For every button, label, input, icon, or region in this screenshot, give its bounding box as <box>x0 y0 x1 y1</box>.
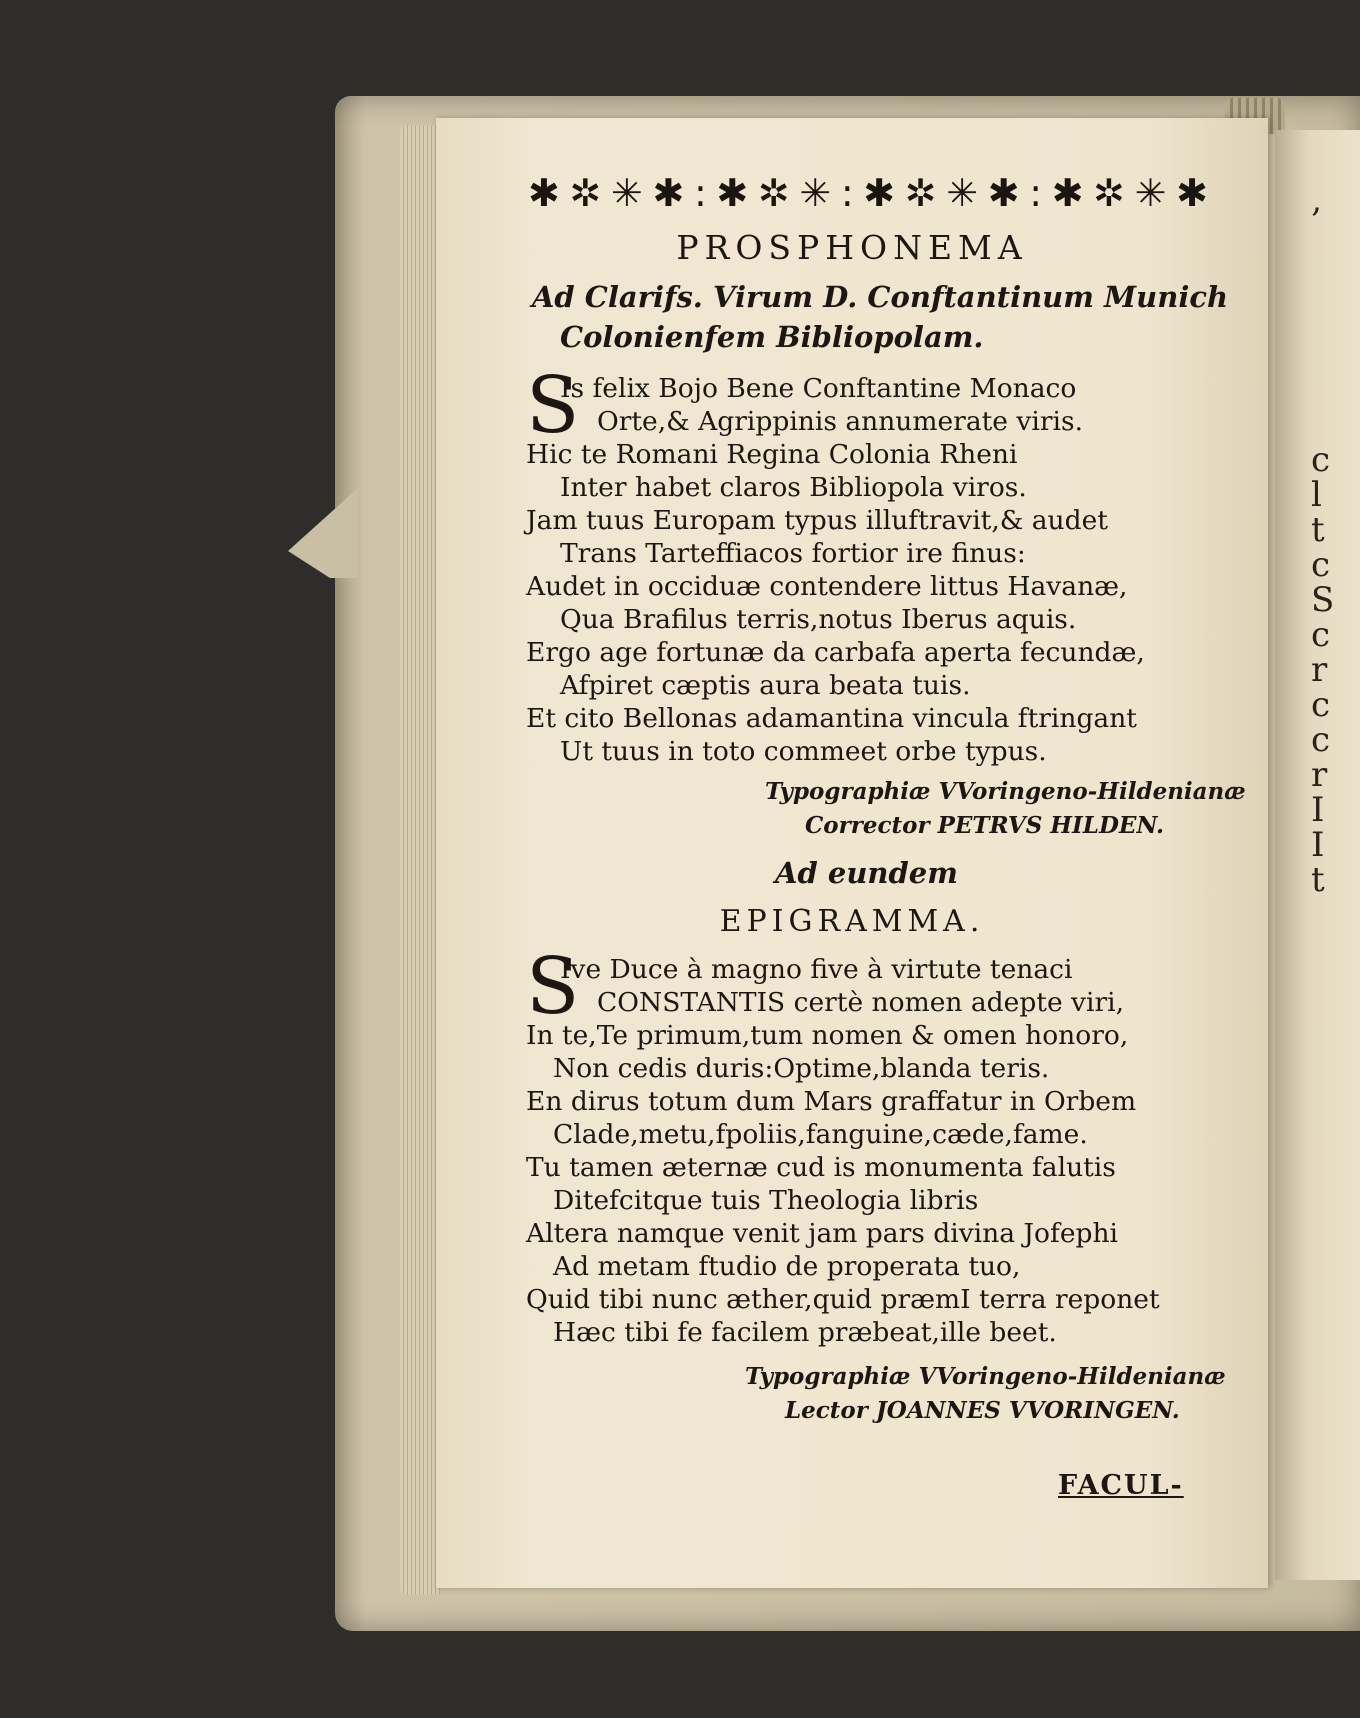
facing-page-fragment: c <box>1311 685 1331 725</box>
poem-line: Altera namque venit jam pars divina Jofephi <box>526 1218 1119 1249</box>
ornament-band <box>528 172 1208 214</box>
dedication-line-1: Ad Clarifs. Virum D. Conftantinum Munich <box>531 280 1229 314</box>
poem-line: Tu tamen æternæ cud is monumenta falutis <box>526 1152 1116 1183</box>
catchword: FACUL- <box>1058 1470 1184 1501</box>
dedication-line-2: Colonienfem Bibliopolam. <box>560 320 984 354</box>
ornament-glyph: ✱ <box>652 171 685 215</box>
ornament-glyph: ✱ <box>863 171 896 215</box>
ornament-glyph: : <box>1029 171 1043 215</box>
poem-line: In te,Te primum,tum nomen & omen honoro, <box>526 1020 1129 1051</box>
poem-line: Non cedis duris:Optime,blanda teris. <box>553 1053 1050 1084</box>
ornament-glyph: ✳ <box>799 171 832 215</box>
ornament-glyph: ✲ <box>1093 171 1126 215</box>
signature-line-2: Lector JOANNES VVORINGEN. <box>785 1397 1180 1424</box>
ornament-glyph: ✳ <box>1134 171 1167 215</box>
facing-page-fragment: c <box>1311 720 1331 760</box>
page-tab-flap <box>288 488 358 578</box>
ornament-glyph: ✱ <box>987 171 1020 215</box>
ornament-glyph: : <box>840 171 854 215</box>
poem-line: Ad metam ftudio de properata tuo, <box>553 1251 1021 1282</box>
poem-line: Et cito Bellonas adamantina vincula ftringant <box>526 703 1137 734</box>
page-title: PROSPHONEMA <box>676 228 1028 267</box>
facing-page-fragment: t <box>1311 510 1325 550</box>
facing-page-fragment: S <box>1311 580 1335 620</box>
subheading: Ad eundem <box>775 856 958 890</box>
poem-line: Is felix Bojo Bene Conftantine Monaco <box>560 373 1077 404</box>
facing-page-fragment: I <box>1311 825 1325 865</box>
poem-line: En dirus totum dum Mars graffatur in Orbem <box>526 1086 1137 1117</box>
drop-cap: S <box>526 361 580 451</box>
poem-line: Inter habet claros Bibliopola viros. <box>560 472 1027 503</box>
poem-line: Ut tuus in toto commeet orbe typus. <box>560 736 1047 767</box>
facing-page-fragment: c <box>1311 615 1331 655</box>
poem-line: Ive Duce à magno five à virtute tenaci <box>560 954 1073 985</box>
poem-line: Ditefcitque tuis Theologia libris <box>553 1185 979 1216</box>
facing-page-fragment: t <box>1311 860 1325 900</box>
drop-cap: S <box>526 942 580 1032</box>
facing-page-fragment: c <box>1311 440 1331 480</box>
ornament-glyph: ✲ <box>569 171 602 215</box>
poem-line: Qua Brafilus terris,notus Iberus aquis. <box>560 604 1077 635</box>
signature-line-1: Typographiæ VVoringeno-Hildenianæ <box>745 1363 1226 1390</box>
facing-page <box>1275 130 1360 1580</box>
facing-page-fragment: r <box>1311 755 1328 795</box>
ornament-glyph: ✱ <box>1176 171 1208 215</box>
poem-line: Hæc tibi fe facilem præbeat,ille beet. <box>553 1317 1057 1348</box>
ornament-glyph: ✳ <box>946 171 979 215</box>
ornament-glyph: ✳ <box>610 171 643 215</box>
poem-line: Ergo age fortunæ da carbafa aperta fecundæ, <box>526 637 1145 668</box>
ornament-glyph: ✱ <box>528 171 560 215</box>
poem-line: Afpiret cæptis aura beata tuis. <box>560 670 971 701</box>
ornament-glyph: ✱ <box>716 171 749 215</box>
facing-page-fragment: I <box>1311 790 1325 830</box>
facing-page-fragment: l <box>1311 475 1322 515</box>
poem-line: Hic te Romani Regina Colonia Rheni <box>526 439 1018 470</box>
facing-page-fragment: r <box>1311 650 1328 690</box>
ornament-glyph: ✱ <box>1051 171 1084 215</box>
poem-line: Quid tibi nunc æther,quid præmI terra reponet <box>526 1284 1160 1315</box>
section-title: EPIGRAMMA. <box>719 904 985 939</box>
page-edges <box>400 125 440 1595</box>
signature-line-1: Typographiæ VVoringeno-Hildenianæ <box>765 778 1246 805</box>
signature-line-2: Corrector PETRVS HILDEN. <box>805 812 1165 839</box>
poem-line: Clade,metu,fpoliis,fanguine,cæde,fame. <box>553 1119 1088 1150</box>
facing-page-fragment: ‚ <box>1311 180 1322 220</box>
poem-line: Orte,& Agrippinis annumerate viris. <box>597 406 1084 437</box>
poem-line: CONSTANTIS certè nomen adepte viri, <box>597 987 1125 1018</box>
facing-page-fragment: c <box>1311 545 1331 585</box>
poem-line: Trans Tarteffiacos fortior ire finus: <box>560 538 1026 569</box>
ornament-glyph: ✲ <box>757 171 790 215</box>
poem-line: Audet in occiduæ contendere littus Havanæ, <box>526 571 1128 602</box>
poem-line: Jam tuus Europam typus illuftravit,& audet <box>526 505 1108 536</box>
ornament-glyph: ✲ <box>904 171 937 215</box>
ornament-glyph: : <box>693 171 707 215</box>
